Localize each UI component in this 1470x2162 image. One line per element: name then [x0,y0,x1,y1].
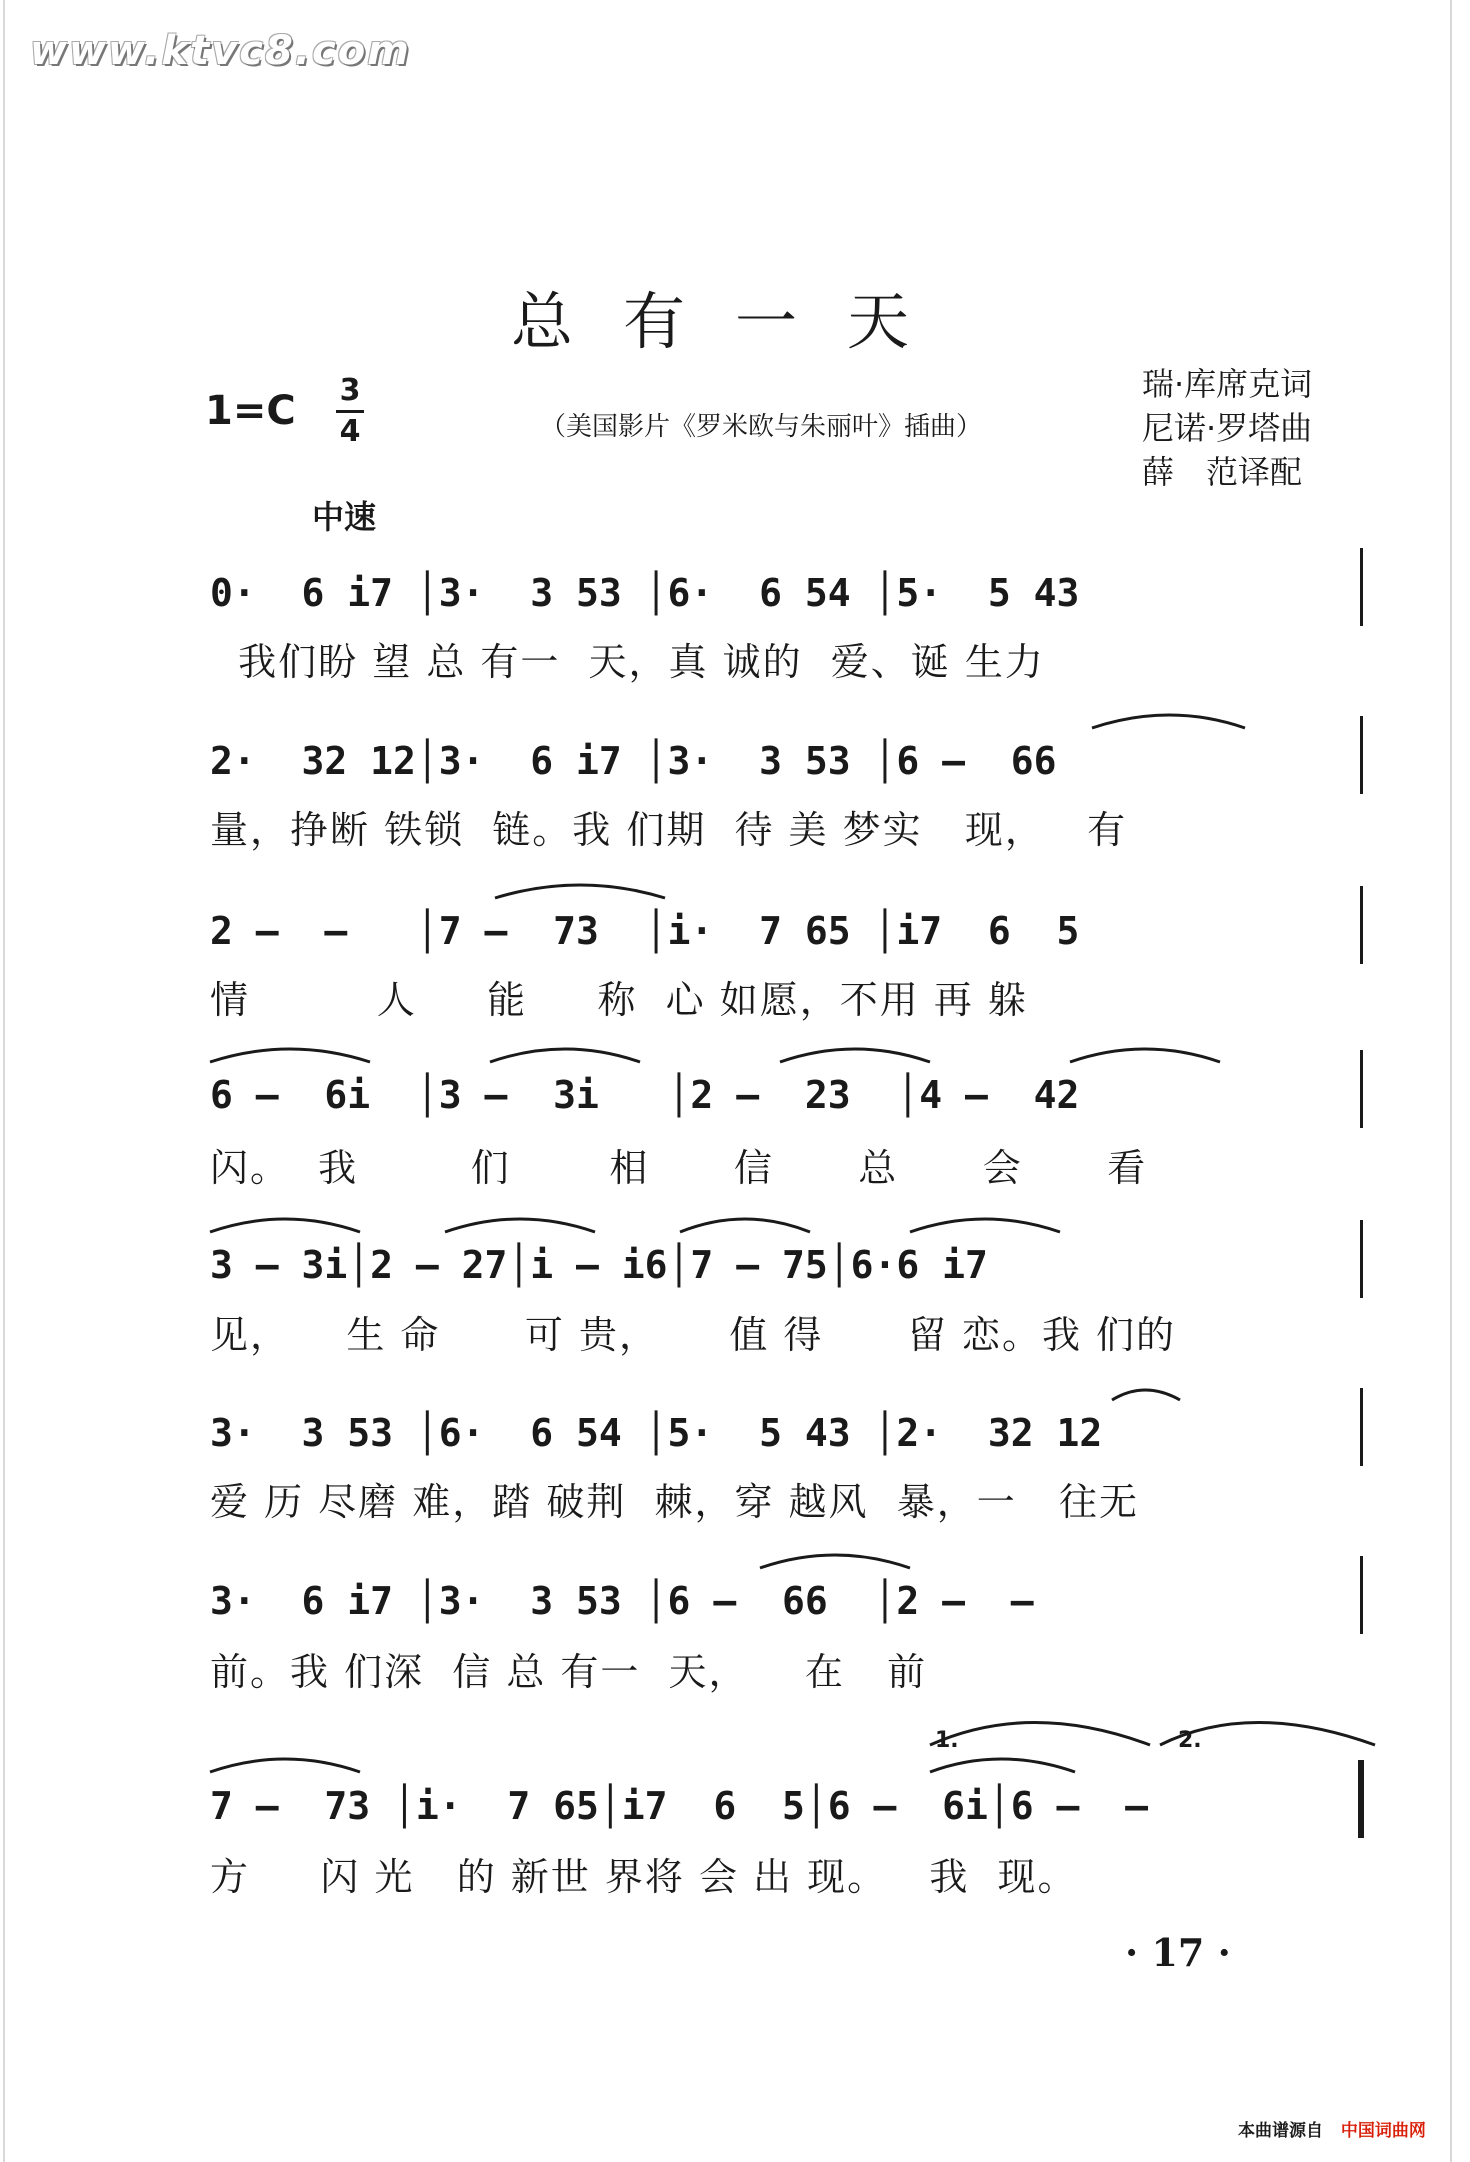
notation-line-6: 3· 3 53 │6· 6 54 │5· 5 43 │2· 32 12 [210,1411,1103,1455]
key-signature: 1=C [205,388,296,434]
song-title: 总有一天 [510,285,959,358]
footer [1238,2116,1426,2141]
time-signature-top: 3 [339,373,361,408]
page-number: · 17 · [1125,1930,1231,1975]
volta-1-bracket [930,1723,1150,1746]
time-signature-divider [336,410,364,413]
volta-1-label: 1. [935,1728,959,1753]
slur-line4c [780,1049,930,1062]
notation-line-7: 3· 6 i7 │3· 3 53 │6 — 66 │2 — — [210,1579,1034,1623]
footer-source: 本曲谱源自 [1238,2121,1323,2141]
footer-site-link[interactable]: 中国词曲网 [1340,2121,1426,2141]
end-barline-5 [1360,1220,1363,1298]
slur-line3 [495,885,665,898]
lyric-line-1: 我们盼 望 总 有一 天，真 诚的 爱、诞 生力 [210,640,1045,684]
slur-line6 [1112,1390,1180,1400]
tempo-marking: 中速 [312,498,377,536]
slur-line4b [490,1049,640,1062]
final-barline [1358,1760,1364,1838]
lyricist-credit: 瑞·库席克词 [1142,365,1313,403]
notation-line-2: 2· 32 12│3· 6 i7 │3· 3 53 │6 — 66 [210,739,1057,783]
notation-line-4: 6 — 6i │3 — 3i │2 — 23 │4 — 42 [210,1073,1080,1117]
lyric-line-5: 见， 生 命 可 贵， 值 得 留 恋。我 们的 [210,1313,1177,1357]
slur-line5a [210,1219,360,1232]
translator-credit: 薛 范译配 [1142,453,1303,491]
slur-line4a [210,1049,370,1062]
end-barline-6 [1360,1388,1363,1466]
end-barline-4 [1360,1050,1363,1128]
notation-line-3: 2 — — │7 — 73 │i· 7 65 │i7 6 5 [210,909,1080,953]
song-subtitle: （美国影片《罗米欧与朱丽叶》插曲） [540,412,983,442]
notation-line-5: 3 — 3i│2 — 27│i — i6│7 — 75│6·6 i7 [210,1243,988,1287]
lyric-line-6: 爱 历 尽磨 难，踏 破荆 棘，穿 越风 暴，一 往无 [210,1480,1139,1524]
slur-line5c [680,1219,810,1232]
slur-line5b [445,1219,595,1232]
slur-line8a [210,1759,360,1772]
end-barline-3 [1360,886,1363,964]
end-barline-2 [1360,716,1363,794]
time-signature [336,373,364,449]
credits [1142,362,1312,494]
slur-line5d [910,1219,1060,1232]
end-barline-7 [1360,1556,1363,1634]
time-signature-bottom: 4 [339,414,361,449]
lyric-line-3: 情 人 能 称 心 如愿，不用 再 躲 [210,978,1028,1022]
volta-2-label: 2. [1178,1728,1202,1753]
notation-line-1: 0· 6 i7 │3· 3 53 │6· 6 54 │5· 5 43 [210,571,1080,615]
lyric-line-7: 前。我 们深 信 总 有一 天， 在 前 [210,1650,928,1694]
composer-credit: 尼诺·罗塔曲 [1142,409,1313,447]
lyric-line-8: 方 闪 光 的 新世 界将 会 出 现。 我 现。 [210,1855,1078,1899]
slur-line4d [1070,1049,1220,1062]
notation-line-8: 7 — 73 │i· 7 65│i7 6 5│6 — 6i│6 — — [210,1784,1148,1828]
lyric-line-2: 量，挣断 铁锁 链。我 们期 待 美 梦实 现， 有 [210,808,1128,852]
watermark: www.ktvc8.com [30,28,411,74]
slur-line7 [760,1555,910,1568]
lyric-line-4: 闪。 我 们 相 信 总 会 看 [210,1146,1148,1190]
end-barline-1 [1360,548,1363,626]
slur-line8b [930,1759,1075,1772]
slur-line2 [1092,715,1245,728]
